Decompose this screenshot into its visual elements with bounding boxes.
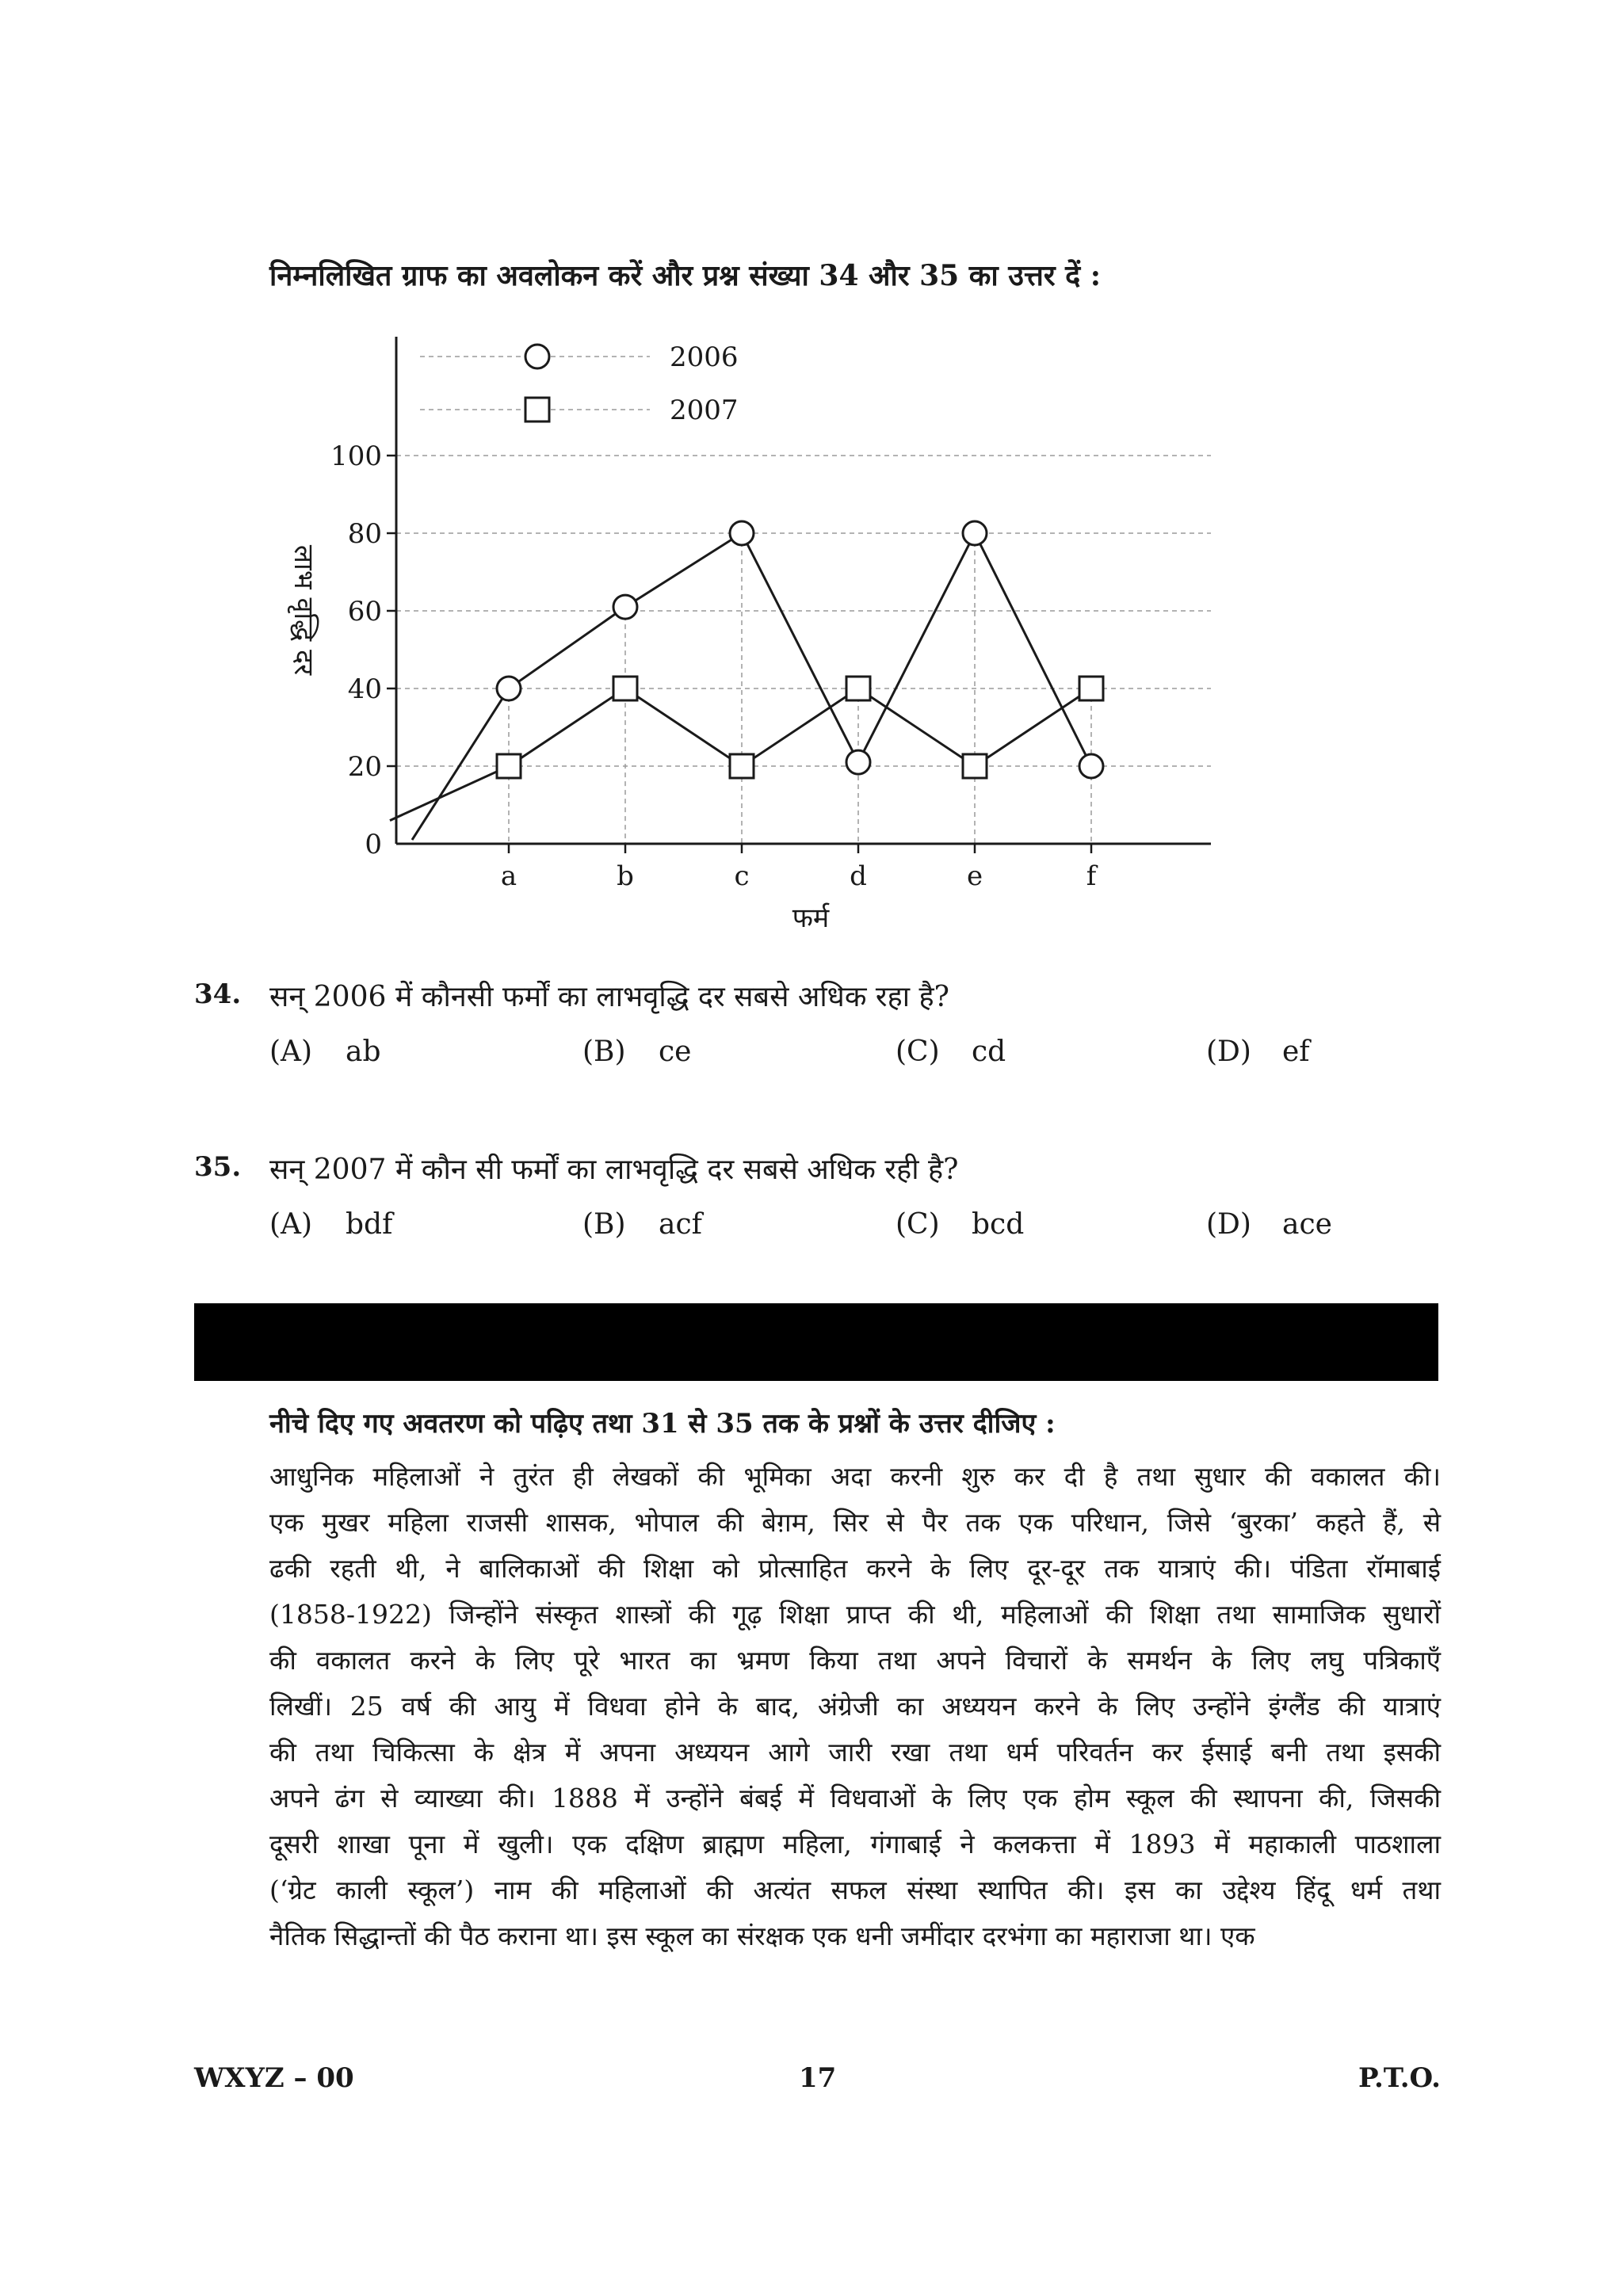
x-tick-label: d <box>850 860 867 892</box>
question-34-number: 34. <box>194 978 242 1010</box>
passage-line: ढकी रहती थी, ने बालिकाओं की शिक्षा को प्रोत्साहित करने के लिए दूर-दूर तक यात्राएं की। पंडिता रॉमाबाई <box>269 1553 1441 1584</box>
x-tick-label: e <box>966 860 983 892</box>
chart-gridlines <box>396 456 1211 844</box>
y-tick-label: 20 <box>347 751 382 783</box>
y-tick-label: 60 <box>347 596 382 627</box>
x-tick-label: a <box>500 860 517 892</box>
passage-line: (1858-1922) जिन्होंने संस्कृत शास्त्रों की गूढ़ शिक्षा प्राप्त की थी, महिलाओं की शिक्षा तथा सामाजिक सुधारों <box>269 1599 1441 1630</box>
question-35-option-a[interactable] <box>269 1208 392 1241</box>
question-34-option-d[interactable] <box>1206 1035 1310 1068</box>
legend-label: 2007 <box>670 395 739 426</box>
section-divider-bar <box>194 1303 1438 1381</box>
option-value: ce <box>659 1035 692 1068</box>
point-2007 <box>846 677 870 700</box>
option-label: (B) <box>582 1035 626 1068</box>
x-tick-label: c <box>734 860 750 892</box>
option-value: bcd <box>972 1208 1025 1241</box>
point-2006 <box>846 750 870 774</box>
y-axis-label: लाभ वृद्धि दर <box>288 544 319 676</box>
point-2007 <box>1079 677 1103 700</box>
option-value: ef <box>1282 1035 1310 1068</box>
point-2006 <box>730 521 754 545</box>
option-label: (B) <box>582 1208 626 1241</box>
option-label: (D) <box>1206 1208 1251 1241</box>
option-value: ace <box>1282 1208 1332 1241</box>
legend-label: 2006 <box>670 341 739 373</box>
option-label: (D) <box>1206 1035 1251 1068</box>
point-2006 <box>963 521 987 545</box>
question-35-option-c[interactable] <box>896 1208 1024 1241</box>
passage-line: आधुनिक महिलाओं ने तुरंत ही लेखकों की भूमिका अदा करनी शुरु कर दी है तथा सुधार की वकालत की। <box>269 1461 1441 1492</box>
passage-line: की वकालत करने के लिए पूरे भारत का भ्रमण किया तथा अपने विचारों के समर्थन के लिए लघु पत्रिकाएँ <box>269 1645 1441 1676</box>
point-2006 <box>497 677 521 700</box>
footer-page-number: 17 <box>799 2062 837 2094</box>
question-34-option-a[interactable] <box>269 1035 381 1068</box>
option-label: (C) <box>896 1208 940 1241</box>
chart-series <box>390 521 1103 840</box>
passage-line: की तथा चिकित्सा के क्षेत्र में अपना अध्ययन आगे जारी रखा तथा धर्म परिवर्तन कर ईसाई बनी तथा इसकी <box>269 1737 1441 1768</box>
option-value: acf <box>659 1208 702 1241</box>
point-2006 <box>613 595 637 619</box>
point-2007 <box>963 754 987 778</box>
passage-line: (‘ग्रेट काली स्कूल’) नाम की महिलाओं की अत्यंत सफल संस्था स्थापित की। इस का उद्देश्य हिंदू धर्म तथा <box>269 1875 1441 1905</box>
option-label: (A) <box>269 1035 313 1068</box>
graph-instruction: निम्नलिखित ग्राफ का अवलोकन करें और प्रश्न संख्या 34 और 35 का उत्तर दें : <box>269 259 1102 292</box>
option-label: (A) <box>269 1208 313 1241</box>
point-2006 <box>1079 754 1103 778</box>
passage-text <box>269 1454 1441 1959</box>
x-axis-label: फर्म <box>792 902 830 934</box>
question-35-option-b[interactable] <box>582 1208 702 1241</box>
footer-pto: P.T.O. <box>1358 2062 1441 2094</box>
x-tick-label: f <box>1086 860 1097 892</box>
chart-legend <box>420 341 739 426</box>
option-value: cd <box>972 1035 1006 1068</box>
legend-marker-square <box>525 398 549 421</box>
passage-line: लिखीं। 25 वर्ष की आयु में विधवा होने के बाद, अंग्रेजी का अध्ययन करने के लिए उन्होंने इंग्लैंड की यात्राएं <box>269 1691 1441 1722</box>
point-2007 <box>730 754 754 778</box>
y-tick-label: 100 <box>330 441 382 472</box>
footer-paper-code: WXYZ – 00 <box>194 2062 354 2094</box>
passage-line: एक मुखर महिला राजसी शासक, भोपाल की बेग़म, सिर से पैर तक एक परिधान, जिसे ‘बुरका’ कहते हैं, से <box>269 1507 1441 1538</box>
question-35-number: 35. <box>194 1151 242 1183</box>
passage-line: अपने ढंग से व्याख्या की। 1888 में उन्होंने बंबई में विधवाओं के लिए एक होम स्कूल की स्थापना की, जिसकी <box>269 1783 1441 1814</box>
question-35-text: सन् 2007 में कौन सी फर्मों का लाभवृद्धि दर सबसे अधिक रही है? <box>269 1154 959 1186</box>
question-34-option-b[interactable] <box>582 1035 691 1068</box>
y-tick-label: 40 <box>347 673 382 705</box>
chart-axes <box>330 337 1211 892</box>
option-value: ab <box>346 1035 381 1068</box>
passage-line: नैतिक सिद्धान्तों की पैठ कराना था। इस स्कूल का संरक्षक एक धनी जमींदार दरभंगा का महाराजा था। एक <box>269 1920 1255 1951</box>
question-34-option-c[interactable] <box>896 1035 1006 1068</box>
y-tick-label: 0 <box>365 829 382 860</box>
profit-growth-line-chart <box>269 321 1236 947</box>
point-2007 <box>497 754 521 778</box>
legend-marker-circle <box>525 345 549 368</box>
point-2007 <box>613 677 637 700</box>
passage-line: दूसरी शाखा पूना में खुली। एक दक्षिण ब्राह्मण महिला, गंगाबाई ने कलकत्ता में 1893 में महाकाली पाठशाला <box>269 1829 1441 1859</box>
option-label: (C) <box>896 1035 940 1068</box>
option-value: bdf <box>346 1208 393 1241</box>
question-34-text: सन् 2006 में कौनसी फर्मों का लाभवृद्धि दर सबसे अधिक रहा है? <box>269 981 949 1013</box>
passage-instruction: नीचे दिए गए अवतरण को पढ़िए तथा 31 से 35 तक के प्रश्नों के उत्तर दीजिए : <box>269 1408 1056 1440</box>
x-tick-label: b <box>617 860 634 892</box>
question-35-option-d[interactable] <box>1206 1208 1332 1241</box>
y-tick-label: 80 <box>347 518 382 550</box>
